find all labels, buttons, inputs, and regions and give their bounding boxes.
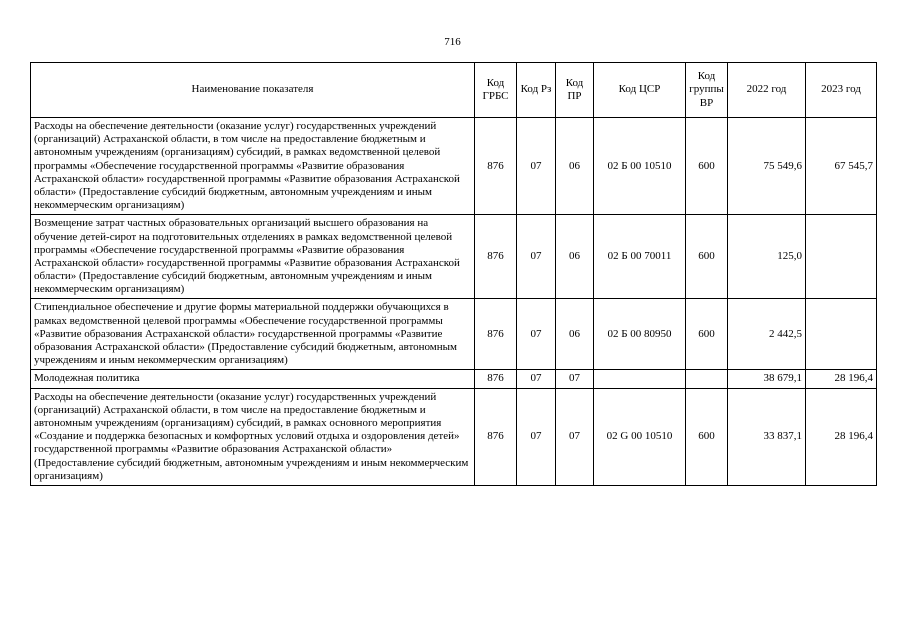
row-grbs: 876: [475, 388, 517, 485]
row-grbs: 876: [475, 299, 517, 370]
row-2023: [806, 299, 877, 370]
row-pr: 06: [556, 118, 594, 215]
row-rz: 07: [517, 370, 556, 388]
row-name: Расходы на обеспечение деятельности (оказание услуг) государственных учреждений (организаций) Астраханской области, в том числе на предоставление бюджетным и автономным учреждениям (организациям) субсидий, в рамках основного мероприятия «Создание и поддержка безопасных и комфортных условий отдыха и оздоровления детей» государственной программы «Развитие образования Астраханской области» (Предоставление субсидий бюджетным, автономным учреждениям и иным некоммерческим организациям): [31, 388, 475, 485]
row-csr: 02 Б 00 10510: [594, 118, 686, 215]
row-2023: 28 196,4: [806, 388, 877, 485]
row-grbs: 876: [475, 118, 517, 215]
row-2022: 38 679,1: [728, 370, 806, 388]
row-grbs: 876: [475, 215, 517, 299]
row-vr: 600: [686, 215, 728, 299]
row-rz: 07: [517, 388, 556, 485]
row-csr: 02 Б 00 80950: [594, 299, 686, 370]
header-grbs: Код ГРБС: [475, 63, 517, 118]
table-row: [31, 388, 877, 485]
row-csr: 02 Б 00 70011: [594, 215, 686, 299]
row-grbs: 876: [475, 370, 517, 388]
table-row: [31, 215, 877, 299]
row-name: Молодежная политика: [31, 370, 475, 388]
row-rz: 07: [517, 215, 556, 299]
row-vr: 600: [686, 118, 728, 215]
page-number: 716: [444, 36, 461, 48]
table-row: [31, 370, 877, 388]
row-2023: 28 196,4: [806, 370, 877, 388]
table-row: [31, 118, 877, 215]
header-pr: Код ПР: [556, 63, 594, 118]
header-csr: Код ЦСР: [594, 63, 686, 118]
table-header-row: [31, 63, 877, 118]
row-pr: 06: [556, 299, 594, 370]
row-pr: 06: [556, 215, 594, 299]
row-rz: 07: [517, 118, 556, 215]
row-csr: 02 G 00 10510: [594, 388, 686, 485]
row-2022: 33 837,1: [728, 388, 806, 485]
header-vr: Код группы ВР: [686, 63, 728, 118]
header-2022: 2022 год: [728, 63, 806, 118]
row-csr: [594, 370, 686, 388]
row-name: Возмещение затрат частных образовательных организаций высшего образования на обучение детей-сирот на подготовительных отделениях в рамках ведомственной целевой программы «Обеспечение государственной программы «Развитие образования Астраханской области» государственной программы «Развитие образования Астраханской области» (Предоставление субсидий бюджетным, автономным учреждениям и иным некоммерческим организациям): [31, 215, 475, 299]
row-pr: 07: [556, 388, 594, 485]
header-rz: Код Рз: [517, 63, 556, 118]
row-vr: 600: [686, 299, 728, 370]
row-vr: [686, 370, 728, 388]
row-name: Стипендиальное обеспечение и другие формы материальной поддержки обучающихся в рамках ведомственной целевой программы «Обеспечение государственной программы «Развитие образования Астраханской области» государственной программы «Развитие образования Астраханской области» (Предоставление субсидий бюджетным, автономным учреждениям и иным некоммерческим организациям): [31, 299, 475, 370]
row-name: Расходы на обеспечение деятельности (оказание услуг) государственных учреждений (организаций) Астраханской области, в том числе на предоставление бюджетным и автономным учреждениям (организациям) субсидий, в рамках ведомственной целевой программы «Обеспечение государственной программы «Развитие образования Астраханской области» государственной программы «Развитие образования Астраханской области» (Предоставление субсидий бюджетным, автономным учреждениям и иным некоммерческим организациям): [31, 118, 475, 215]
header-name: Наименование показателя: [31, 63, 475, 118]
row-2022: 2 442,5: [728, 299, 806, 370]
row-2023: [806, 215, 877, 299]
table-row: [31, 299, 877, 370]
row-2023: 67 545,7: [806, 118, 877, 215]
row-rz: 07: [517, 299, 556, 370]
budget-table: [30, 62, 877, 486]
row-2022: 125,0: [728, 215, 806, 299]
row-pr: 07: [556, 370, 594, 388]
row-2022: 75 549,6: [728, 118, 806, 215]
row-vr: 600: [686, 388, 728, 485]
header-2023: 2023 год: [806, 63, 877, 118]
